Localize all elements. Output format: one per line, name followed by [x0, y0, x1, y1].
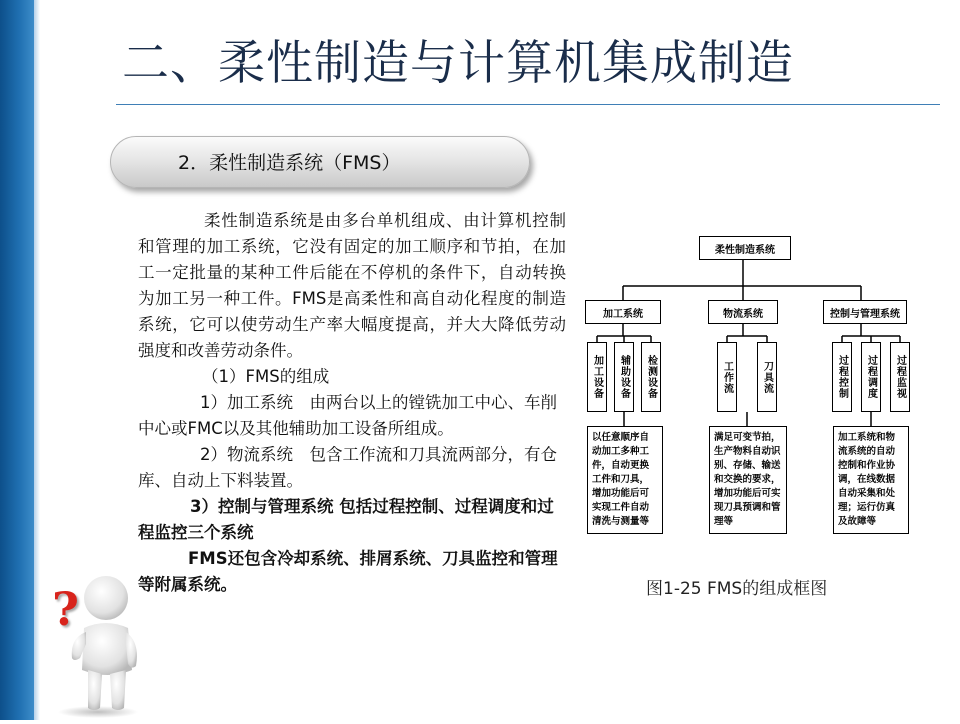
leaf-auxiliary-equipment: 辅助设备: [614, 342, 634, 412]
leaf-inspection-equipment: 检测设备: [641, 342, 661, 412]
left-accent-bar: [0, 0, 34, 720]
intro-paragraph: 柔性制造系统是由多台单机组成、由计算机控制和管理的加工系统，它没有固定的加工顺序和节拍，在加工一定批量的某种工件后能在不停机的条件下，自动转换为加工另一种工件。FMS是高柔性和高自动化程度的制造系统，它可以使劳动生产率大幅度提高，并大大降低劳动强度和改善劳动条件。: [138, 211, 566, 360]
leaf-process-control: 过程控制: [832, 342, 852, 412]
title-divider: [116, 104, 940, 105]
desc-logistics-system: 满足可变节拍，生产物料自动识别、存储、输送和交换的要求，增加功能后可实现刀具预调和管理等: [709, 426, 787, 534]
leaf-process-monitoring: 过程监视: [890, 342, 910, 412]
branch-processing-box: 加工系统: [585, 300, 661, 324]
item-control-system: 3）控制与管理系统 包括过程控制、过程调度和过程监控三个系统: [138, 497, 554, 542]
desc-control-system: 加工系统和物流系统的自动控制和作业协调，在线数据自动采集和处理；运行仿真及故障等: [833, 426, 909, 534]
figure-caption: 图1-25 FMS的组成框图: [646, 579, 828, 599]
leaf-processing-equipment: 加工设备: [587, 342, 607, 412]
thinking-person-illustration: [36, 570, 146, 724]
item-processing-system: 1）加工系统 由两台以上的镗铣加工中心、车削中心或FMC以及其他辅助加工设备所组成。: [138, 393, 557, 438]
desc-processing-system: 以任意顺序自动加工多种工件，自动更换工件和刀具，增加功能后可实现工件自动清洗与测量等: [587, 426, 663, 534]
item-logistics-system: 2）物流系统 包含工作流和刀具流两部分，有仓库、自动上下料装置。: [138, 445, 557, 490]
item-auxiliary-systems: FMS还包含冷却系统、排屑系统、刀具监控和管理等附属系统。: [138, 549, 558, 594]
leaf-process-scheduling: 过程调度: [861, 342, 881, 412]
section-heading: 2．柔性制造系统（FMS）: [178, 152, 401, 174]
question-mark-icon: ?: [52, 582, 79, 636]
subheading-composition: （1）FMS的组成: [202, 367, 330, 386]
diagram-root-box: 柔性制造系统: [699, 236, 791, 260]
branch-control-box: 控制与管理系统: [823, 300, 907, 324]
branch-logistics-box: 物流系统: [708, 300, 778, 324]
fms-block-diagram: [583, 232, 919, 542]
body-text: [138, 208, 566, 598]
slide-title: 二、柔性制造与计算机集成制造: [122, 36, 794, 91]
leaf-tool-flow: 刀具流: [757, 342, 777, 412]
leaf-work-flow: 工作流: [717, 342, 737, 412]
